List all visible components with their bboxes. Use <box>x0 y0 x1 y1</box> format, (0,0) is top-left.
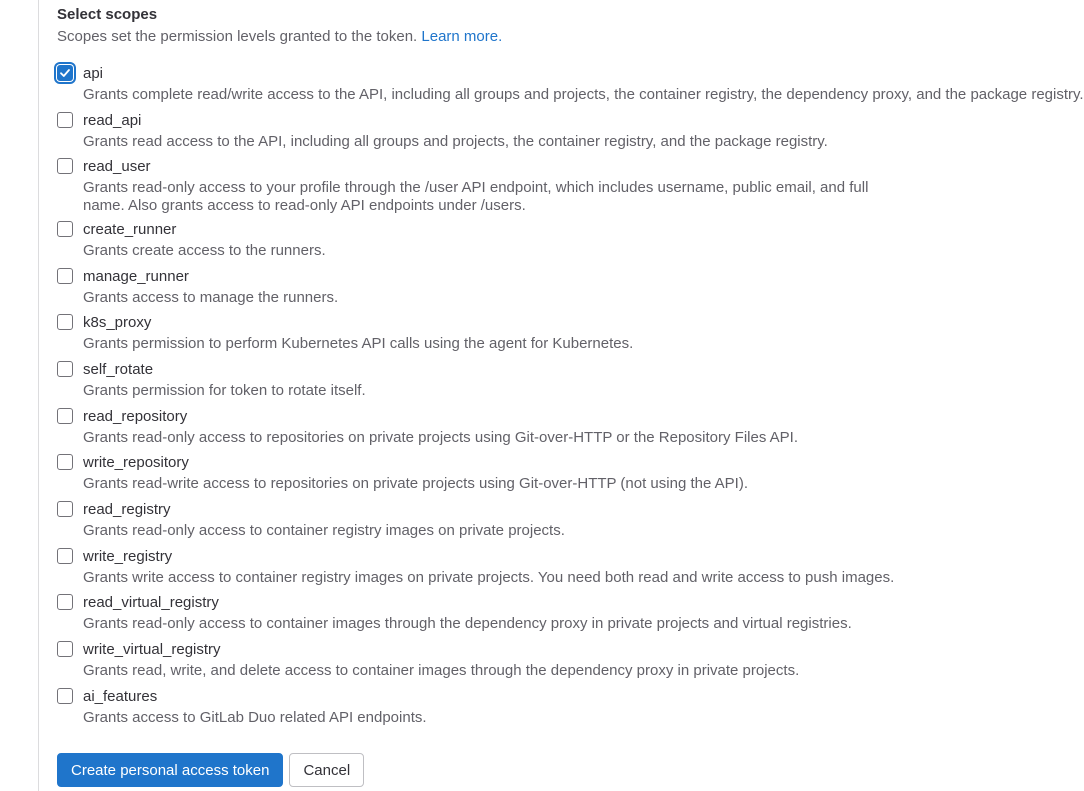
scope-label[interactable]: read_virtual_registry <box>83 594 219 612</box>
scope-label[interactable]: ai_features <box>83 687 158 705</box>
scope-item-write-registry <box>57 547 895 594</box>
check-icon <box>59 67 71 79</box>
cancel-button[interactable]: Cancel <box>289 753 364 787</box>
scope-label[interactable]: write_registry <box>83 547 173 565</box>
scope-label[interactable]: write_repository <box>83 454 189 472</box>
scope-item-api <box>57 64 1084 111</box>
scope-help-text: Grants read, write, and delete access to container images through the dependency proxy in private projects. <box>83 662 800 680</box>
scope-help-text: Grants access to manage the runners. <box>83 288 339 306</box>
scope-checkbox-ai-features[interactable] <box>57 688 73 704</box>
scope-checkbox-write-registry[interactable] <box>57 548 73 564</box>
scope-checkbox-read-api[interactable] <box>57 112 73 128</box>
scope-item-read-api <box>57 111 886 158</box>
scope-help-text: Grants create access to the runners. <box>83 241 326 259</box>
scope-label[interactable]: write_virtual_registry <box>83 641 221 659</box>
scope-item-k8s-proxy <box>57 313 886 360</box>
scope-item-ai-features <box>57 687 886 734</box>
scope-help-text: Grants read-only access to container images through the dependency proxy in private projects and virtual registries. <box>83 615 852 633</box>
scope-checkbox-manage-runner[interactable] <box>57 268 73 284</box>
scope-item-manage-runner <box>57 267 886 314</box>
scope-checkbox-create-runner[interactable] <box>57 221 73 237</box>
scope-checkbox-api[interactable] <box>57 65 73 81</box>
scope-item-write-virtual-registry <box>57 640 886 687</box>
scope-item-create-runner <box>57 220 886 267</box>
scope-help-text: Grants access to GitLab Duo related API endpoints. <box>83 708 427 726</box>
scope-item-read-repository <box>57 407 886 454</box>
scope-help-text: Grants read-only access to container registry images on private projects. <box>83 522 565 539</box>
scope-help-text: Grants read access to the API, including all groups and projects, the container registry, and the package registry. <box>83 132 828 150</box>
scope-checkbox-read-virtual-registry[interactable] <box>57 594 73 610</box>
scope-checkbox-self-rotate[interactable] <box>57 361 73 377</box>
scope-help-text: Grants read-only access to repositories on private projects using Git-over-HTTP or the Repository Files API. <box>83 428 799 446</box>
scope-item-read-virtual-registry <box>57 593 886 640</box>
scope-help-text: Grants complete read/write access to the API, including all groups and projects, the container registry, the dependency proxy, and the package registry. <box>83 86 1084 103</box>
scope-checkbox-write-repository[interactable] <box>57 454 73 470</box>
scope-checkbox-k8s-proxy[interactable] <box>57 314 73 330</box>
scope-checkbox-write-virtual-registry[interactable] <box>57 641 73 657</box>
scope-label[interactable]: read_repository <box>83 407 188 425</box>
create-token-button[interactable]: Create personal access token <box>57 753 283 787</box>
scopes-title: Select scopes <box>57 6 158 23</box>
scope-help-text: Grants write access to container registry images on private projects. You need both read and write access to push images. <box>83 568 895 586</box>
scope-help-text: Grants permission to perform Kubernetes API calls using the agent for Kubernetes. <box>83 335 634 353</box>
scopes-description <box>57 28 502 45</box>
scope-label[interactable]: create_runner <box>83 220 177 238</box>
scope-label[interactable]: read_registry <box>83 501 171 518</box>
scope-label[interactable]: k8s_proxy <box>83 314 152 332</box>
scope-list <box>57 64 1084 733</box>
learn-more-link[interactable]: Learn more. <box>421 28 503 45</box>
scope-label[interactable]: read_user <box>83 158 151 176</box>
scopes-description-text: Scopes set the permission levels granted to the token. <box>57 28 418 45</box>
scope-label[interactable]: api <box>83 65 104 82</box>
scope-checkbox-read-registry[interactable] <box>57 501 73 517</box>
scope-help-text: Grants read-write access to repositories on private projects using Git-over-HTTP (not using the API). <box>83 475 748 493</box>
scope-item-self-rotate <box>57 360 886 407</box>
scope-label[interactable]: read_api <box>83 111 142 129</box>
scope-item-read-registry <box>57 500 886 547</box>
scope-help-text: Grants permission for token to rotate itself. <box>83 381 366 399</box>
scope-checkbox-read-repository[interactable] <box>57 408 73 424</box>
scope-label[interactable]: manage_runner <box>83 267 189 285</box>
scope-item-read-user <box>57 157 886 220</box>
form-actions <box>57 753 364 787</box>
scope-help-text: Grants read-only access to your profile through the /user API endpoint, which includes username, public email, and full name. Also grants access to read-only API endpoints under /users. <box>83 179 869 215</box>
scope-label[interactable]: self_rotate <box>83 360 154 378</box>
scope-item-write-repository <box>57 453 886 500</box>
scope-checkbox-read-user[interactable] <box>57 158 73 174</box>
